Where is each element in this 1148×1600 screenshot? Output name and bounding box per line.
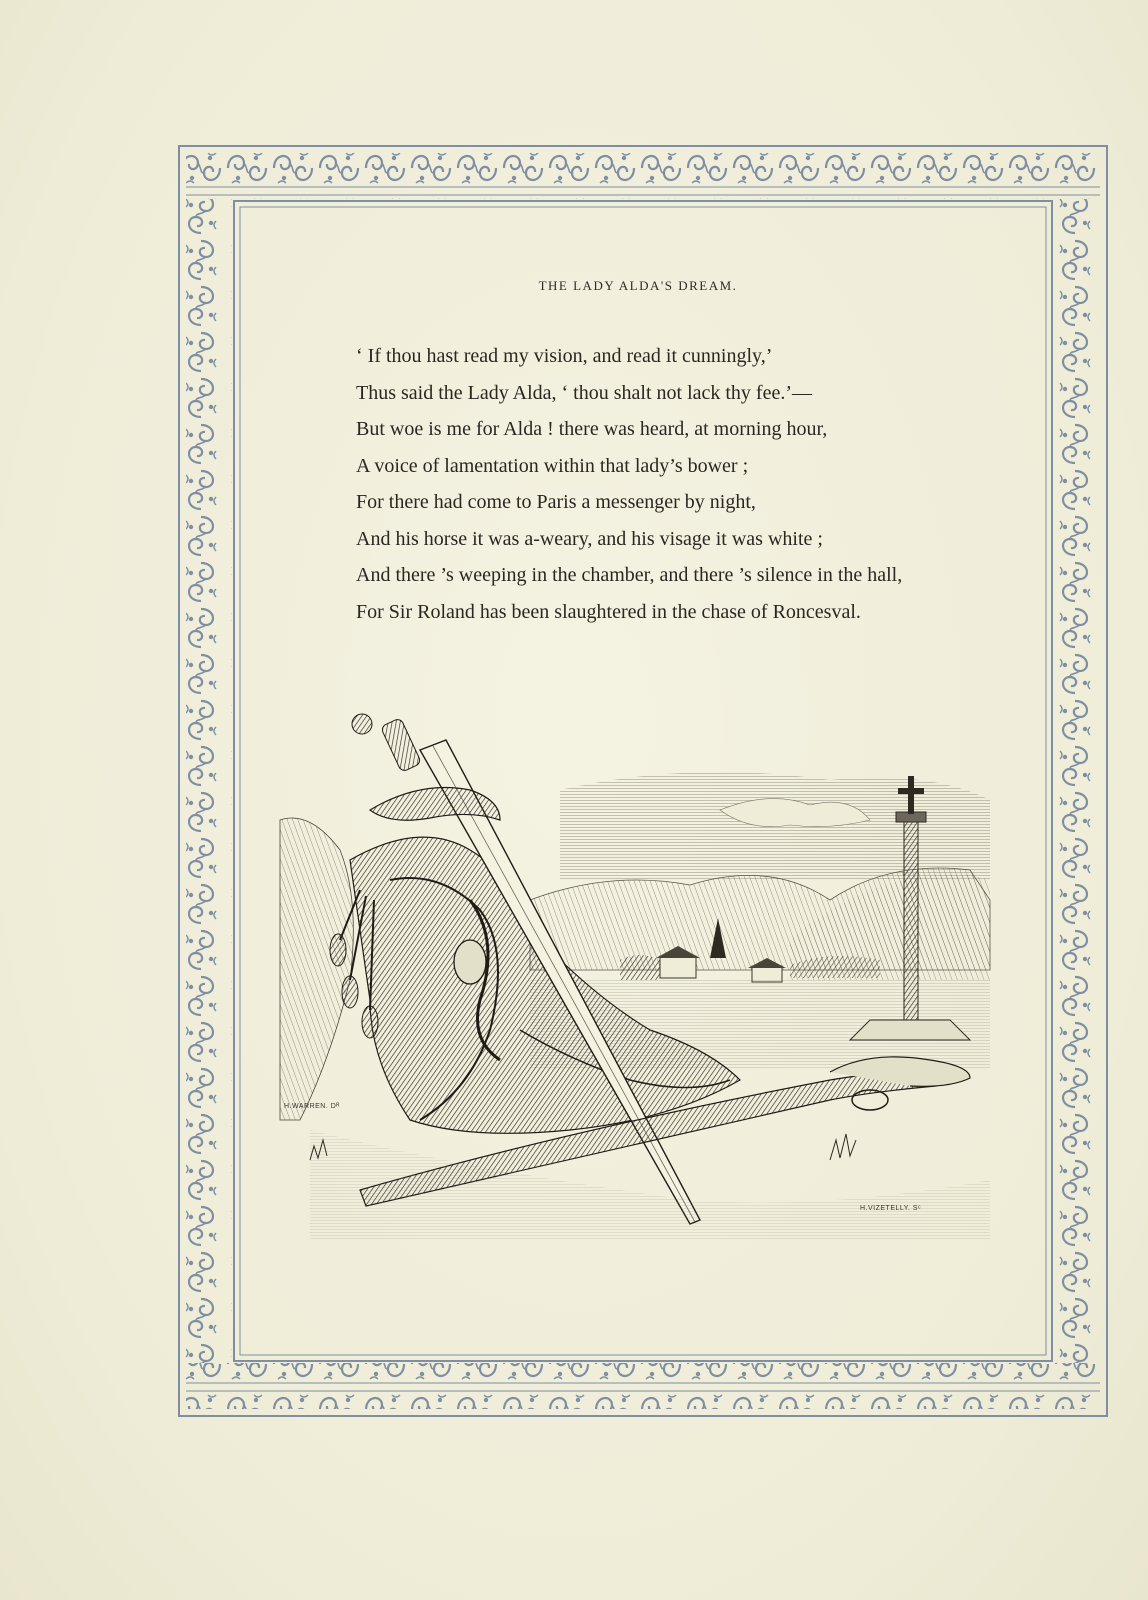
poem-line-4: A voice of lamentation within that lady’s bower ; (356, 454, 749, 477)
sword-and-cloak-engraving (270, 700, 1050, 1260)
page-title-text: THE LADY ALDA'S DREAM. (538, 278, 738, 293)
poem-line-3: But woe is me for Alda ! there was heard, at morning hour, (356, 418, 828, 440)
poem-line-2: Thus said the Lady Alda, ‘ thou shalt not lack thy fee.’— (356, 381, 813, 404)
poem-line-5: For there had come to Paris a messenger by night, (356, 491, 756, 513)
engraving-illustration-icon (270, 700, 1050, 1260)
poem-line-7: And there ’s weeping in the chamber, and there ’s silence in the hall, (356, 564, 903, 586)
engraver-credit-right: H.VIZETELLY. Sᶜ (860, 1205, 922, 1212)
poem-line-8: For Sir Roland has been slaughtered in the chase of Roncesval. (356, 600, 861, 623)
page-title (0, 278, 1148, 294)
poem-line-6: And his horse it was a-weary, and his visage it was white ; (356, 527, 823, 550)
poem-line-1: ‘ If thou hast read my vision, and read it cunningly,’ (356, 345, 773, 367)
poem-stanza (356, 338, 996, 630)
engraver-credit-left: H.WARREN. Dᴿ (284, 1103, 340, 1110)
